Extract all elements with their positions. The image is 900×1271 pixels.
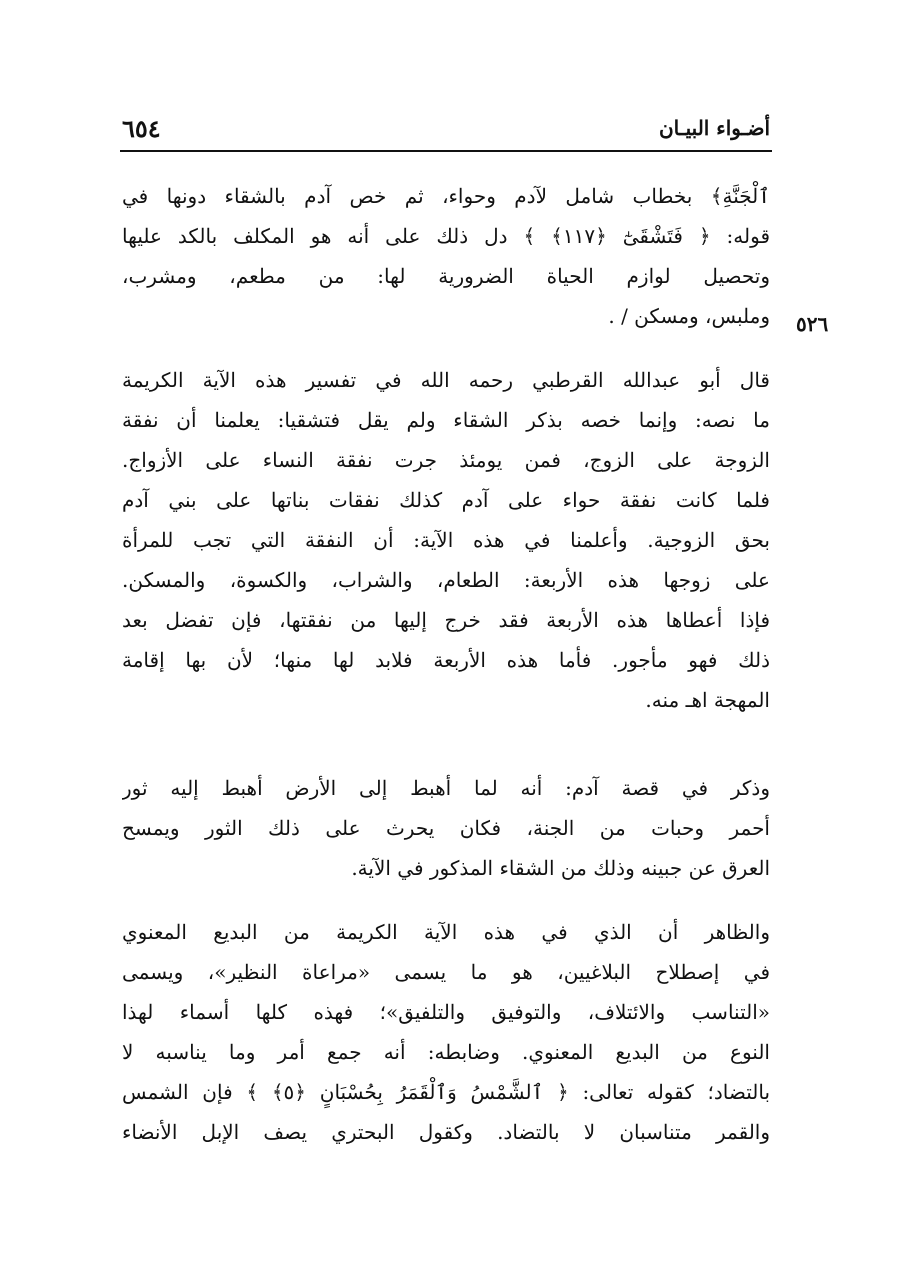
running-title: أضـواء البيـان bbox=[658, 116, 770, 140]
paragraph-1 bbox=[122, 176, 770, 336]
text-line: فلما كانت نفقة حواء على آدم كذلك نفقات بناتها على بني آدم bbox=[122, 488, 770, 512]
text-line: أحمر وحبات من الجنة، فكان يحرث على ذلك الثور ويمسح bbox=[122, 816, 770, 840]
text-line: ذلك فهو مأجور. فأما هذه الأربعة فلابد لها منها؛ لأن بها إقامة bbox=[122, 648, 770, 672]
margin-page-reference: ٥٢٦ bbox=[796, 312, 829, 336]
text-line: الزوجة على الزوج، فمن يومئذ جرت نفقة النساء على الأزواج. bbox=[122, 448, 770, 472]
text-line: والقمر متناسبان لا بالتضاد. وكقول البحتري يصف الإبل الأنضاء bbox=[122, 1120, 770, 1144]
text-line: وملبس، ومسكن / . bbox=[608, 304, 770, 328]
page-number: ٦٥٤ bbox=[122, 114, 161, 143]
paragraph-2 bbox=[122, 360, 770, 720]
text-line: العرق عن جبينه وذلك من الشقاء المذكور في الآية. bbox=[351, 856, 770, 880]
text-line: والظاهر أن الذي في هذه الآية الكريمة من البديع المعنوي bbox=[122, 920, 770, 944]
text-line: ٱلْجَنَّةِ﴾ بخطاب شامل لآدم وحواء، ثم خص آدم بالشقاء دونها في bbox=[122, 184, 770, 208]
text-line: النوع من البديع المعنوي. وضابطه: أنه جمع أمر وما يناسبه لا bbox=[122, 1040, 770, 1064]
paragraph-3 bbox=[122, 768, 770, 888]
text-line: «التناسب والائتلاف، والتوفيق والتلفيق»؛ فهذه كلها أسماء لهذا bbox=[122, 1000, 770, 1024]
text-line: قوله: ﴿ فَتَشْقَىٰٓ ﴿١١٧﴾ ﴾ دل ذلك على أنه هو المكلف بالكد عليها bbox=[122, 224, 770, 248]
text-line: المهجة اهـ منه. bbox=[645, 688, 770, 712]
paragraph-4 bbox=[122, 912, 770, 1152]
text-line: فإذا أعطاها هذه الأربعة فقد خرج إليها من نفقتها، فإن تفضل بعد bbox=[122, 608, 770, 632]
text-line: بالتضاد؛ كقوله تعالى: ﴿ ٱلشَّمْسُ وَٱلْقَمَرُ بِحُسْبَانٍ ﴿٥﴾ ﴾ فإن الشمس bbox=[122, 1080, 770, 1104]
text-line: على زوجها هذه الأربعة: الطعام، والشراب، والكسوة، والمسكن. bbox=[122, 568, 770, 592]
text-line: ما نصه: وإنما خصه بذكر الشقاء ولم يقل فتشقيا: يعلمنا أن نفقة bbox=[122, 408, 770, 432]
text-line: قال أبو عبدالله القرطبي رحمه الله في تفسير هذه الآية الكريمة bbox=[122, 368, 770, 392]
text-line: وذكر في قصة آدم: أنه لما أهبط إلى الأرض أهبط إليه ثور bbox=[122, 776, 770, 800]
page-header bbox=[122, 112, 770, 146]
text-line: بحق الزوجية. وأعلمنا في هذه الآية: أن النفقة التي تجب للمرأة bbox=[122, 528, 770, 552]
text-line: في إصطلاح البلاغيين، هو ما يسمى «مراعاة النظير»، ويسمى bbox=[122, 960, 770, 984]
header-rule bbox=[120, 150, 772, 152]
text-line: وتحصيل لوازم الحياة الضرورية لها: من مطعم، ومشرب، bbox=[122, 264, 770, 288]
